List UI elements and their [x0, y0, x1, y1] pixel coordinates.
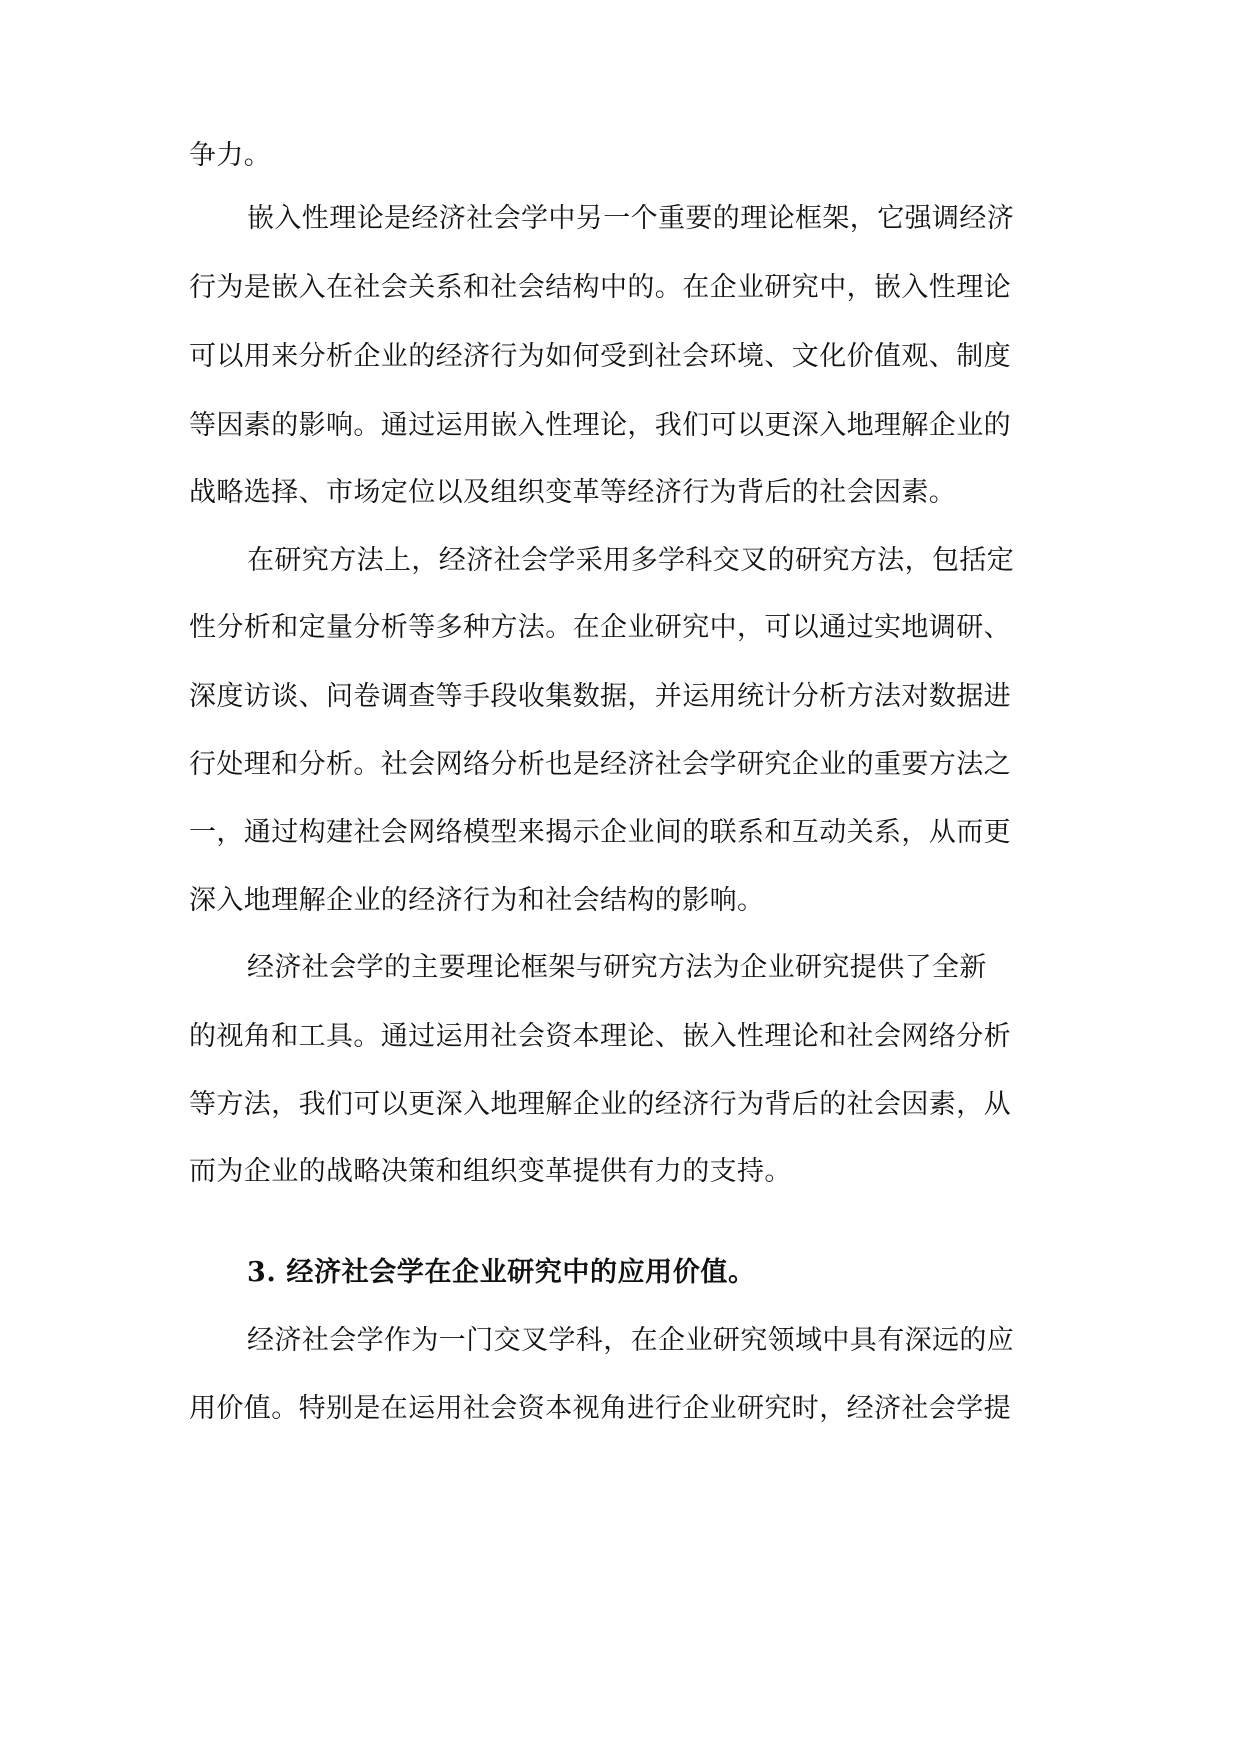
paragraph-first-line: 在研究方法上，经济社会学采用多学科交叉的研究方法，包括定 [247, 545, 1015, 576]
text-line: 等方法，我们可以更深入地理解企业的经济行为背后的社会因素，从 [189, 1089, 1011, 1120]
text-line: 行处理和分析。社会网络分析也是经济社会学研究企业的重要方法之 [189, 749, 1011, 780]
paragraph-first-line: 经济社会学作为一门交叉学科，在企业研究领域中具有深远的应 [247, 1325, 1015, 1356]
text-line: 等因素的影响。通过运用嵌入性理论，我们可以更深入地理解企业的 [189, 410, 1011, 441]
text-line: 的视角和工具。通过运用社会资本理论、嵌入性理论和社会网络分析 [189, 1021, 1011, 1052]
text-line: 性分析和定量分析等多种方法。在企业研究中，可以通过实地调研、 [189, 612, 1011, 643]
text-line: 行为是嵌入在社会关系和社会结构中的。在企业研究中，嵌入性理论 [189, 272, 1011, 303]
text-line: 一，通过构建社会网络模型来揭示企业间的联系和互动关系，从而更 [189, 817, 1011, 848]
text-line: 深入地理解企业的经济行为和社会结构的影响。 [189, 885, 765, 916]
paragraph-first-line: 经济社会学的主要理论框架与研究方法为企业研究提供了全新 [247, 952, 987, 983]
text-line: 可以用来分析企业的经济行为如何受到社会环境、文化价值观、制度 [189, 341, 1011, 372]
section-heading: 3. 经济社会学在企业研究中的应用价值。 [247, 1257, 756, 1288]
text-line: 争力。 [189, 140, 272, 171]
paragraph-first-line: 嵌入性理论是经济社会学中另一个重要的理论框架，它强调经济 [247, 203, 1015, 234]
text-line: 深度访谈、问卷调查等手段收集数据，并运用统计分析方法对数据进 [189, 681, 1011, 712]
text-line: 战略选择、市场定位以及组织变革等经济行为背后的社会因素。 [189, 477, 957, 508]
text-line: 而为企业的战略决策和组织变革提供有力的支持。 [189, 1156, 792, 1187]
text-line: 用价值。特别是在运用社会资本视角进行企业研究时，经济社会学提 [189, 1393, 1011, 1424]
